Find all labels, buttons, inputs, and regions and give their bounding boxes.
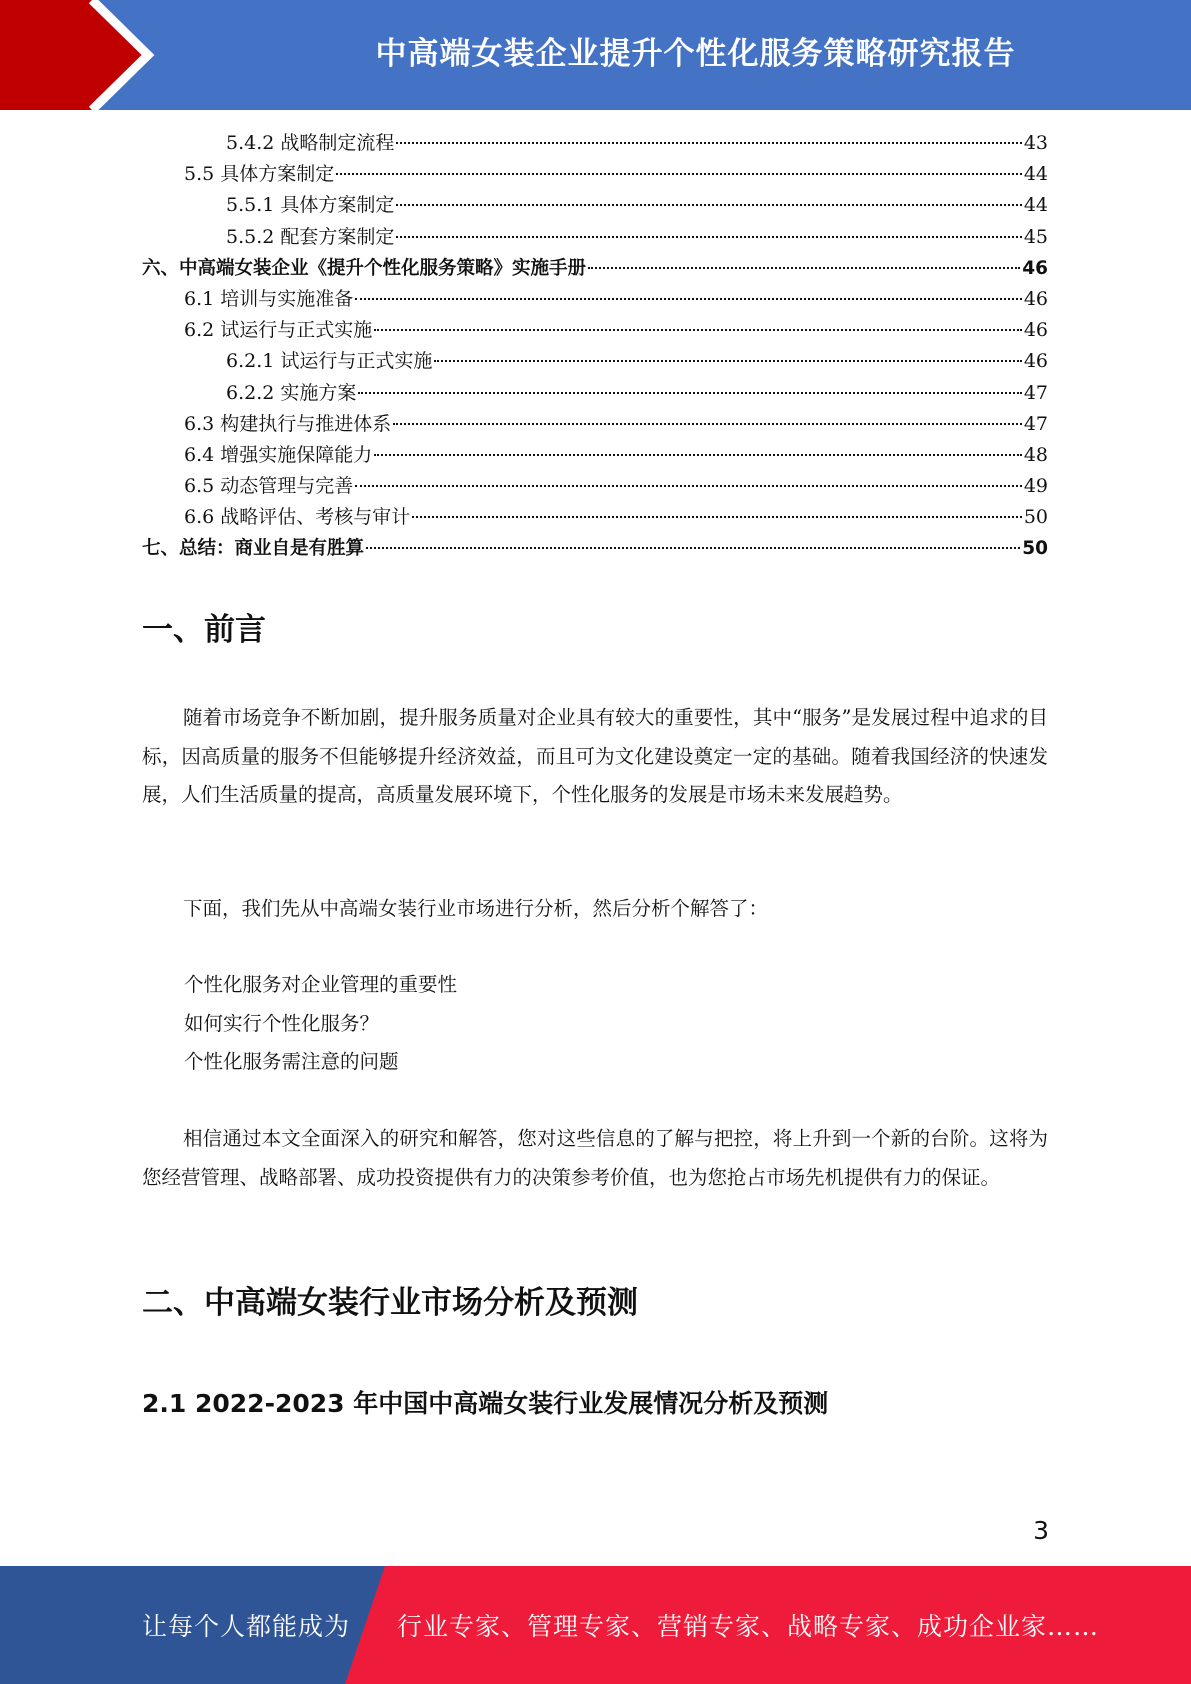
page-number: 3 xyxy=(1033,1516,1049,1545)
toc-entry[interactable] xyxy=(142,315,1048,346)
toc-entry[interactable] xyxy=(142,533,1048,564)
header-arrow-decoration xyxy=(0,0,160,110)
page-footer xyxy=(0,1566,1191,1684)
toc-entry-label: 6.4 增强实施保障能力 xyxy=(184,443,373,466)
toc-entry[interactable] xyxy=(142,346,1048,377)
toc-dot-leader xyxy=(434,360,1021,362)
toc-dot-leader xyxy=(366,547,1020,549)
section-heading-preface: 一、前言 xyxy=(142,612,266,648)
toc-dot-leader xyxy=(355,298,1022,300)
toc-dot-leader xyxy=(396,204,1021,206)
toc-dot-leader xyxy=(355,485,1022,487)
toc-entry-page: 45 xyxy=(1023,225,1048,248)
preface-list-item: 如何实行个性化服务？ xyxy=(184,1012,380,1035)
toc-entry-label: 6.5 动态管理与完善 xyxy=(184,475,354,498)
page-header xyxy=(0,0,1191,110)
table-of-contents xyxy=(142,128,1048,565)
toc-entry-page: 48 xyxy=(1023,443,1048,466)
toc-dot-leader xyxy=(396,142,1021,144)
preface-list-item: 个性化服务对企业管理的重要性 xyxy=(184,973,458,996)
toc-entry[interactable] xyxy=(142,190,1048,221)
toc-dot-leader xyxy=(393,423,1022,425)
toc-entry[interactable] xyxy=(142,159,1048,190)
preface-paragraph-2: 下面，我们先从中高端女装行业市场进行分析，然后分析个解答了： xyxy=(183,897,769,920)
toc-entry-label: 六、中高端女装企业《提升个性化服务策略》实施手册 xyxy=(142,257,587,279)
toc-entry-label: 6.2.1 试运行与正式实施 xyxy=(226,350,433,373)
footer-slogan-left: 让每个人都能成为 xyxy=(142,1612,351,1641)
toc-dot-leader xyxy=(396,236,1021,238)
footer-slogan-right: 行业专家、管理专家、营销专家、战略专家、成功企业家…… xyxy=(397,1612,1100,1641)
toc-entry[interactable] xyxy=(142,409,1048,440)
toc-dot-leader xyxy=(588,267,1020,269)
toc-entry-page: 44 xyxy=(1023,194,1048,217)
preface-list-item: 个性化服务需注意的问题 xyxy=(184,1050,399,1073)
preface-paragraph-3: 相信通过本文全面深入的研究和解答，您对这些信息的了解与把控，将上升到一个新的台阶。这将为您经营管理、战略部署、成功投资提供有力的决策参考价值，也为您抢占市场先机提供有力的保证。 xyxy=(142,1127,1048,1189)
toc-entry-page: 44 xyxy=(1023,163,1048,186)
toc-entry-page: 46 xyxy=(1022,257,1048,279)
toc-entry-label: 七、总结：商业自是有胜算 xyxy=(142,538,365,560)
toc-entry-label: 5.4.2 战略制定流程 xyxy=(226,132,395,154)
toc-entry-page: 47 xyxy=(1023,412,1048,435)
toc-dot-leader xyxy=(412,516,1022,518)
toc-entry-page: 50 xyxy=(1023,506,1048,529)
toc-entry[interactable] xyxy=(142,284,1048,315)
toc-entry-page: 46 xyxy=(1023,287,1048,310)
toc-entry-label: 5.5 具体方案制定 xyxy=(184,163,335,186)
toc-entry[interactable] xyxy=(142,128,1048,159)
subsection-heading: 2.1 2022-2023 年中国中高端女装行业发展情况分析及预测 xyxy=(142,1389,829,1418)
toc-entry[interactable] xyxy=(142,440,1048,471)
toc-dot-leader xyxy=(374,329,1022,331)
toc-dot-leader xyxy=(358,392,1021,394)
toc-entry-label: 6.2 试运行与正式实施 xyxy=(184,319,373,342)
toc-entry[interactable] xyxy=(142,253,1048,284)
toc-entry-page: 50 xyxy=(1022,538,1048,560)
toc-entry[interactable] xyxy=(142,471,1048,502)
toc-entry-page: 46 xyxy=(1023,319,1048,342)
toc-dot-leader xyxy=(374,454,1022,456)
toc-entry-page: 47 xyxy=(1023,381,1048,404)
toc-entry-page: 46 xyxy=(1023,350,1048,373)
toc-entry-label: 6.3 构建执行与推进体系 xyxy=(184,412,392,435)
section-heading-market: 二、中高端女装行业市场分析及预测 xyxy=(142,1285,638,1321)
toc-entry-page: 49 xyxy=(1023,475,1048,498)
toc-entry-label: 5.5.1 具体方案制定 xyxy=(226,194,395,217)
toc-entry-label: 6.6 战略评估、考核与审计 xyxy=(184,506,411,529)
toc-entry[interactable] xyxy=(142,378,1048,409)
toc-entry-page: 43 xyxy=(1023,132,1048,154)
toc-dot-leader xyxy=(336,173,1022,175)
toc-entry-label: 5.5.2 配套方案制定 xyxy=(226,225,395,248)
toc-entry-label: 6.1 培训与实施准备 xyxy=(184,287,354,310)
report-title: 中高端女装企业提升个性化服务策略研究报告 xyxy=(375,35,1016,72)
toc-entry[interactable] xyxy=(142,502,1048,533)
toc-entry[interactable] xyxy=(142,222,1048,253)
toc-entry-label: 6.2.2 实施方案 xyxy=(226,381,357,404)
preface-paragraph-1: 随着市场竞争不断加剧，提升服务质量对企业具有较大的重要性，其中“服务”是发展过程中追求的目标，因高质量的服务不但能够提升经济效益，而且可为文化建设奠定一定的基础。随着我国经济的快速发展，人们生活质量的提高，高质量发展环境下，个性化服务的发展是市场未来发展趋势。 xyxy=(142,706,1048,806)
